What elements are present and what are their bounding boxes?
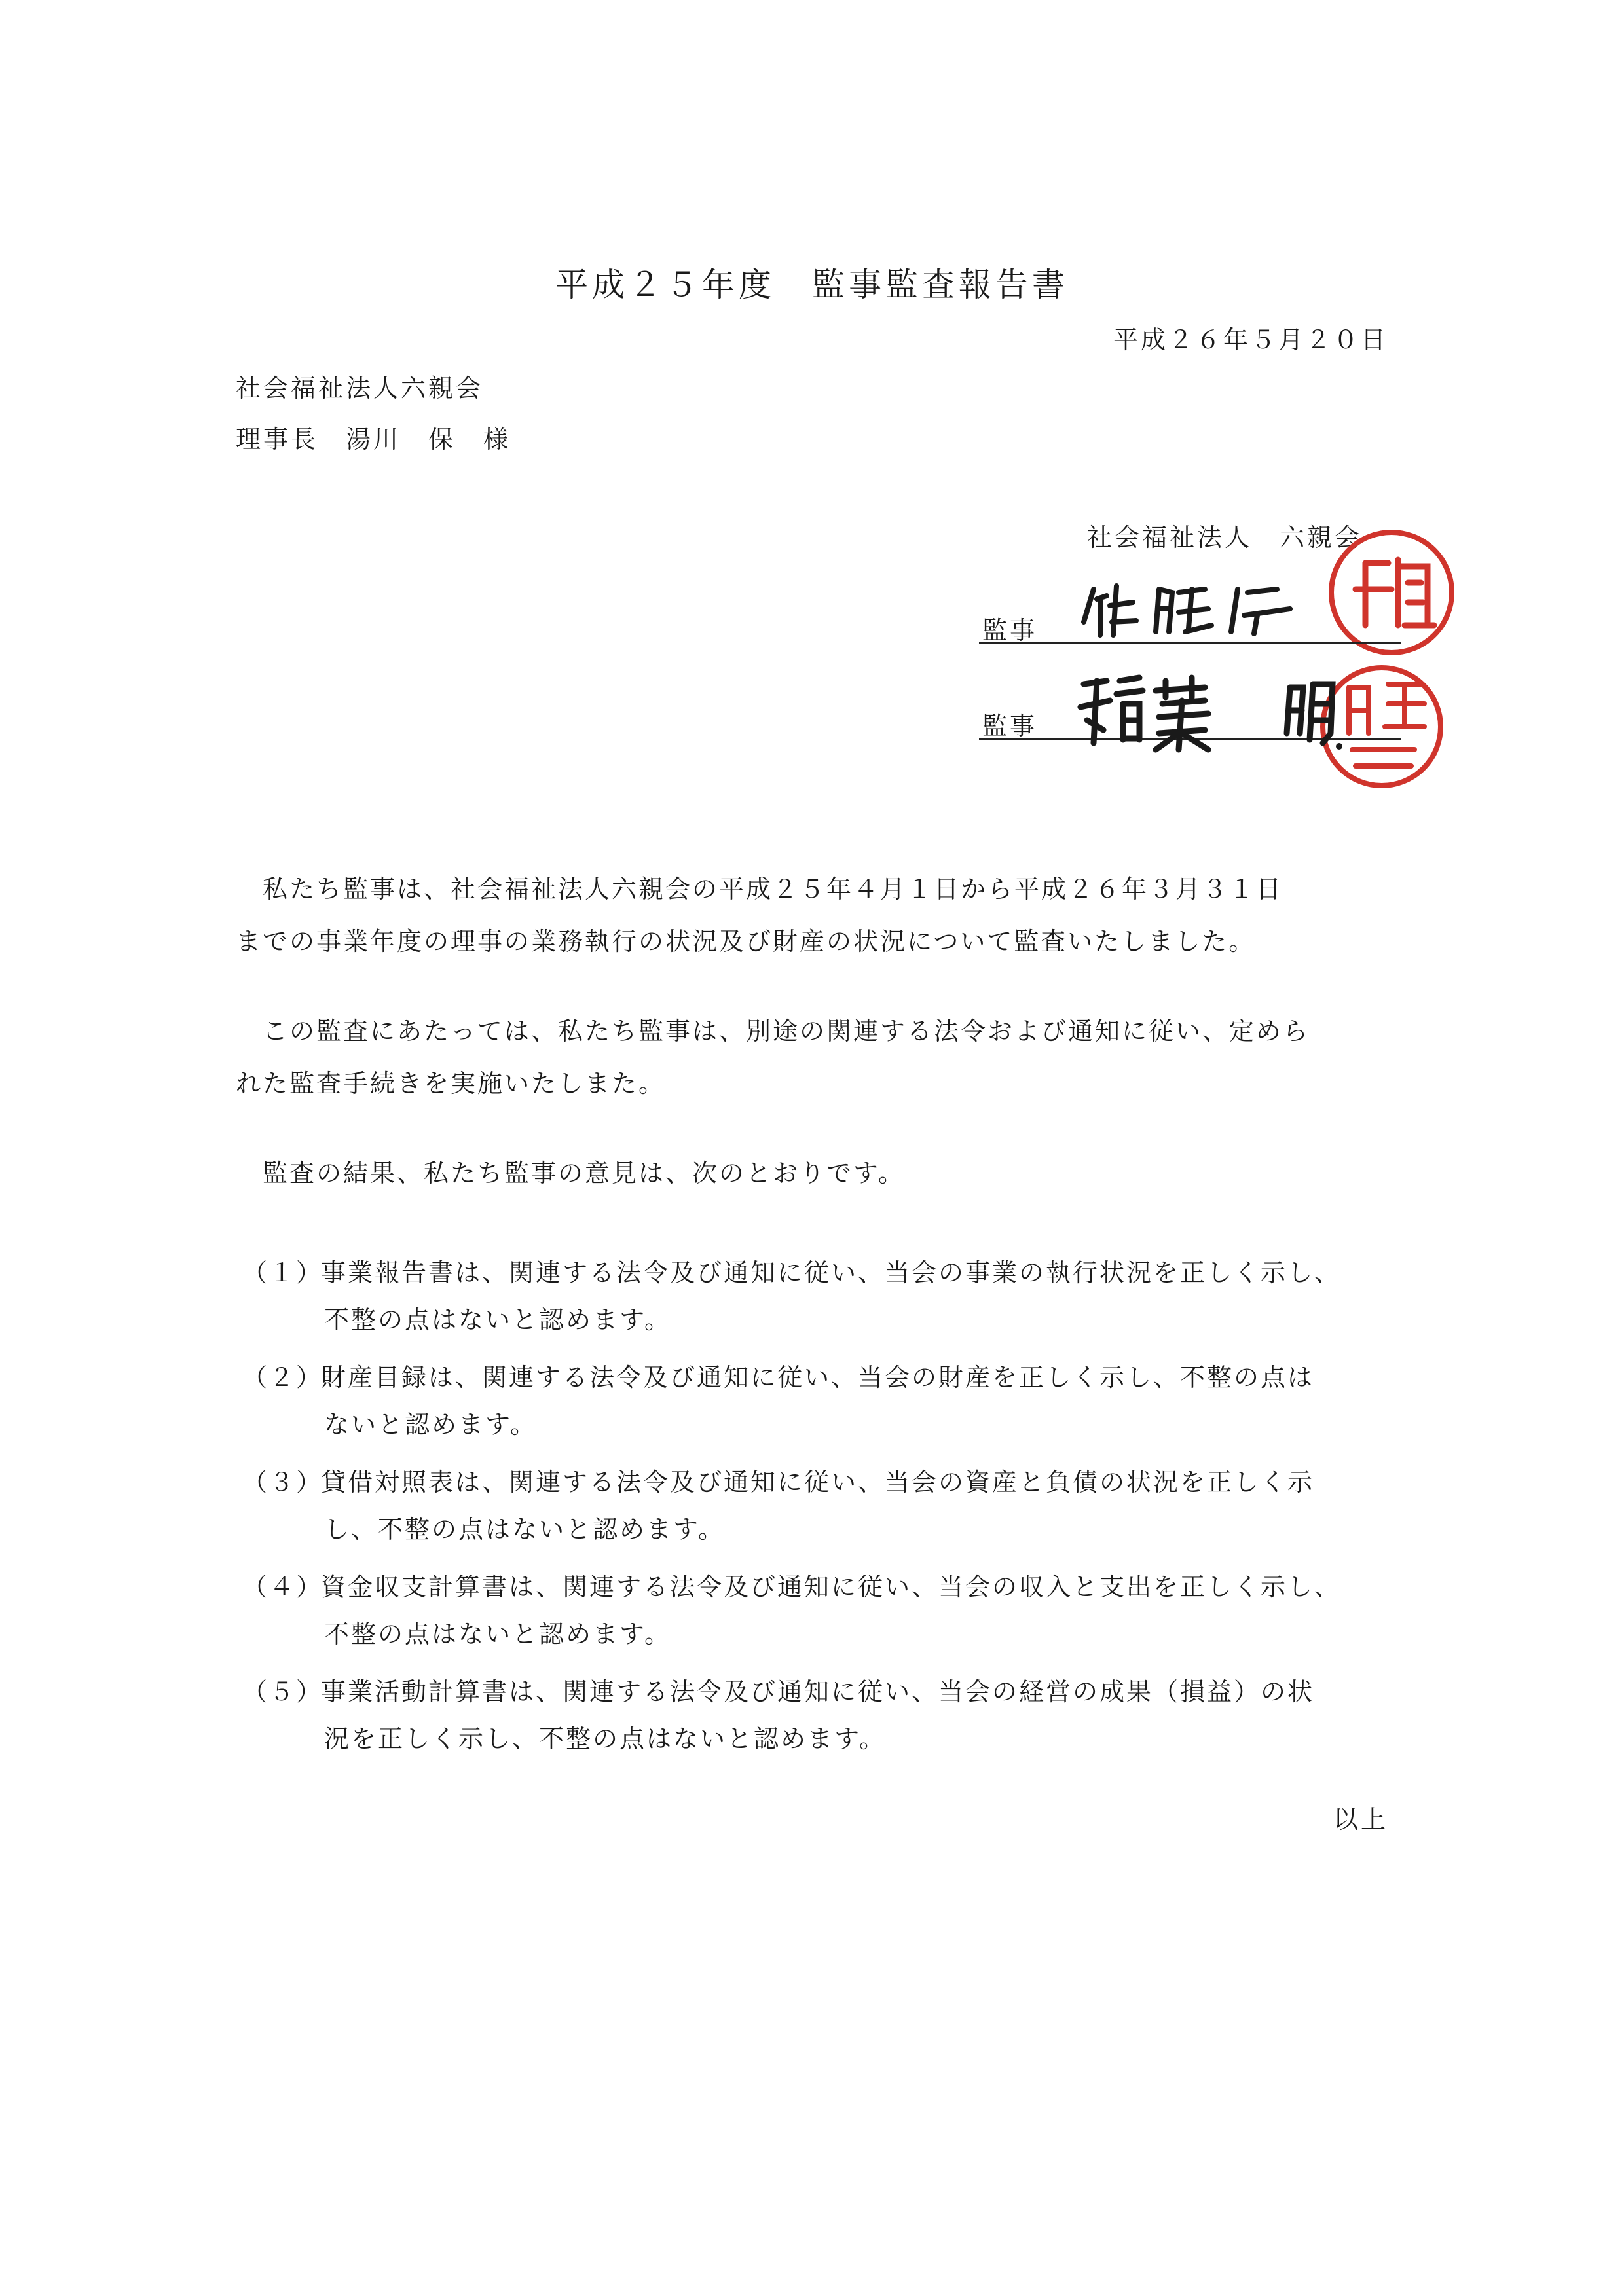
opinion-item-text: 財産目録は、関連する法令及び通知に従い、当会の財産を正しく示し、不整の点は <box>321 1363 1315 1392</box>
document-title: 平成２５年度 監事監査報告書 <box>555 266 1069 304</box>
opinion-item-text: 事業報告書は、関連する法令及び通知に従い、当会の事業の執行状況を正しく示し、 <box>321 1258 1342 1287</box>
paragraph-audit-result <box>236 1147 1401 1199</box>
auditor-signature <box>1080 576 1310 642</box>
opinion-item-text: 貸借対照表は、関連する法令及び通知に従い、当会の資産と負債の状況を正しく示 <box>321 1468 1315 1497</box>
opinion-item-text: 事業活動計算書は、関連する法令及び通知に従い、当会の経営の成果（損益）の状 <box>321 1677 1315 1706</box>
opinion-item-text: し、不整の点はないと認めます。 <box>324 1515 725 1544</box>
document-date: 平成２６年５月２０日 <box>1113 325 1388 354</box>
opinion-item-text: ないと認めます。 <box>324 1410 537 1439</box>
auditor-role-label: 監事 <box>982 616 1038 645</box>
paragraph-line: れた監査手続きを実施いたしまた。 <box>236 1069 666 1098</box>
opinion-item <box>242 1354 1408 1448</box>
opinion-item <box>242 1249 1408 1343</box>
auditor-role-label: 監事 <box>982 712 1038 740</box>
opinion-item-number: （２） <box>242 1363 323 1392</box>
paragraph-audit-scope <box>236 863 1401 968</box>
opinion-item-number: （１） <box>242 1258 323 1287</box>
signature-line <box>979 642 1401 644</box>
paragraph-line: までの事業年度の理事の業務執行の状況及び財産の状況について監査いたしました。 <box>236 927 1256 956</box>
opinion-item-text: 不整の点はないと認めます。 <box>324 1305 671 1334</box>
issuer-organization: 社会福祉法人 六親会 <box>1086 523 1362 552</box>
paragraph-audit-procedure <box>236 1005 1401 1110</box>
addressee-name: 理事長 湯川 保 様 <box>236 425 511 454</box>
addressee-organization: 社会福祉法人六親会 <box>236 374 484 403</box>
auditor-signature <box>1074 668 1349 753</box>
paragraph-line: 監査の結果、私たち監事の意見は、次のとおりです。 <box>236 1159 905 1188</box>
opinion-item-number: （５） <box>242 1677 323 1706</box>
opinion-item-text: 不整の点はないと認めます。 <box>324 1620 671 1649</box>
organization-seal <box>1326 527 1457 658</box>
opinion-item-number: （４） <box>242 1573 323 1601</box>
opinion-item <box>242 1668 1408 1762</box>
closing-remark: 以上 <box>1333 1805 1388 1834</box>
opinion-item-text: 資金収支計算書は、関連する法令及び通知に従い、当会の収入と支出を正しく示し、 <box>321 1573 1342 1601</box>
opinion-item <box>242 1459 1408 1553</box>
opinion-item-text: 況を正しく示し、不整の点はないと認めます。 <box>324 1724 886 1753</box>
paragraph-line: この監査にあたっては、私たち監事は、別途の関連する法令および通知に従い、定めら <box>236 1017 1310 1046</box>
opinion-item-number: （３） <box>242 1468 323 1497</box>
paragraph-line: 私たち監事は、社会福祉法人六親会の平成２５年４月１日から平成２６年３月３１日 <box>236 875 1283 903</box>
opinion-item <box>242 1563 1408 1658</box>
